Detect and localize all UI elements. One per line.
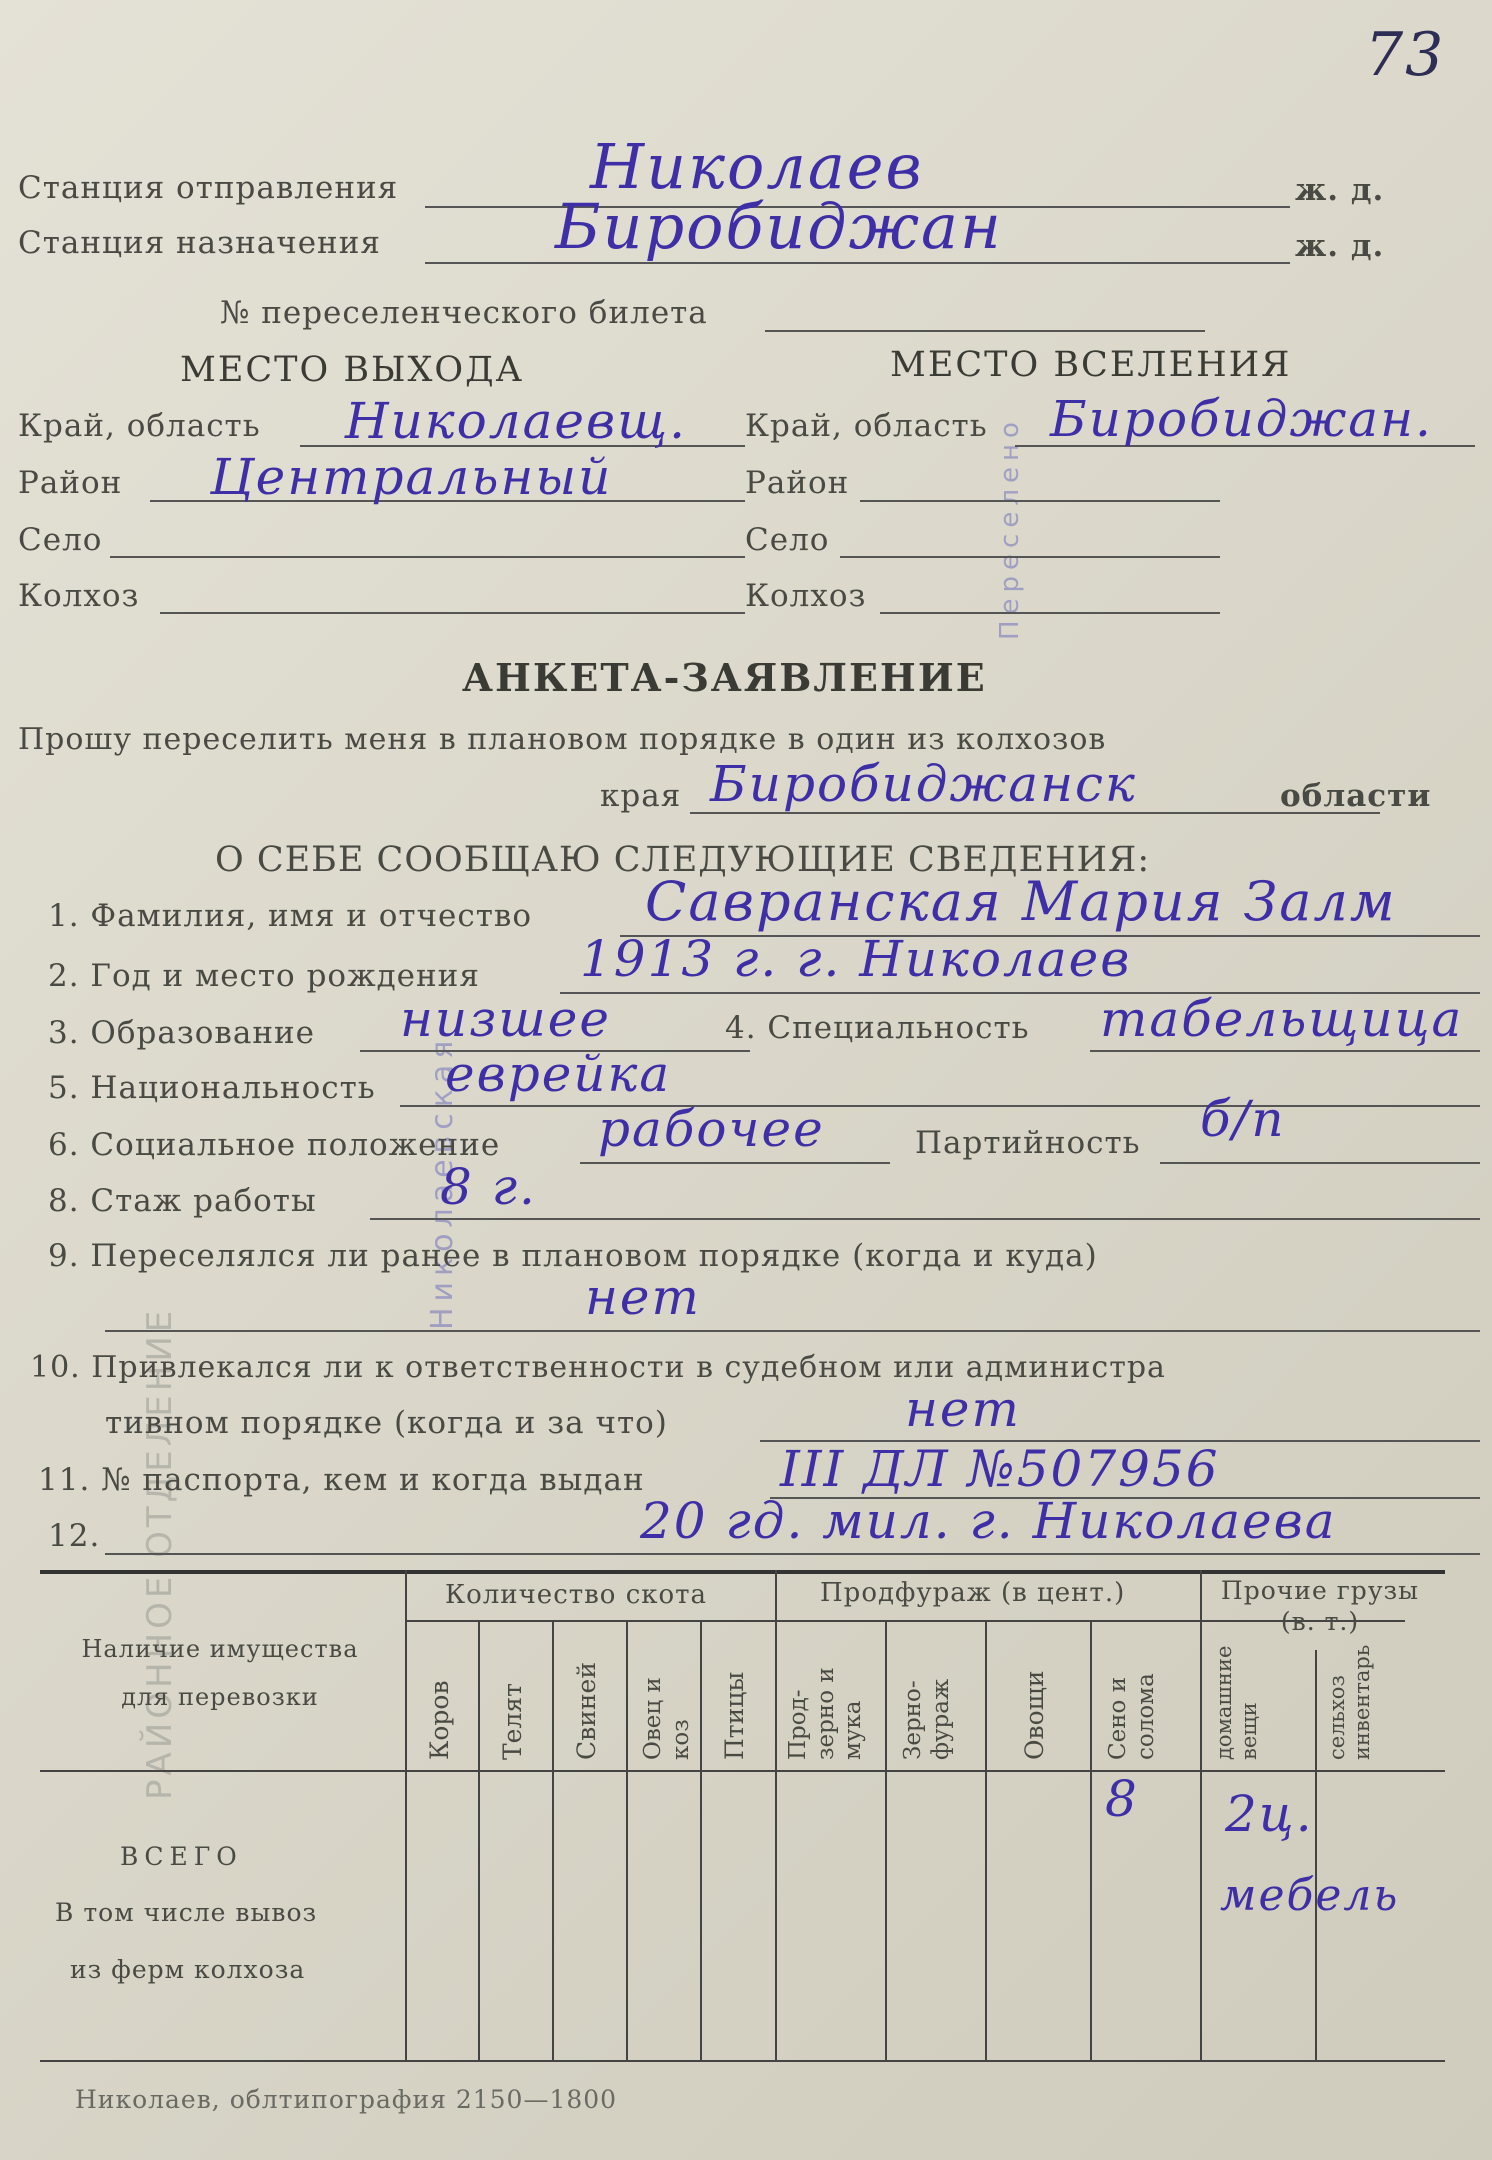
field-3-label: 3. Образование xyxy=(48,1015,316,1051)
origin-region-label: Край, область xyxy=(18,408,261,444)
field-11-value: III ДЛ №507956 xyxy=(780,1440,1220,1498)
field-10-value: нет xyxy=(905,1380,1021,1438)
origin-kolkhoz-line xyxy=(160,612,745,614)
col-div-2 xyxy=(478,1620,480,2060)
table-top-border xyxy=(40,1570,1445,1574)
field-7-line xyxy=(1160,1162,1480,1164)
origin-region-value: Николаевщ. xyxy=(345,392,688,450)
col-header-poultry: Птицы xyxy=(720,1671,749,1760)
col-div-10 xyxy=(1200,1570,1202,2060)
destination-suffix: ж. д. xyxy=(1295,228,1385,264)
field-10-label-1: 10. Привлекался ли к ответственности в судебном или администра xyxy=(30,1350,1166,1385)
feed-header: Продфураж (в цент.) xyxy=(820,1578,1126,1608)
col-div-11 xyxy=(1315,1650,1317,2060)
col-div-1 xyxy=(405,1570,407,2060)
field-9-line xyxy=(105,1330,1480,1332)
col-div-3 xyxy=(552,1620,554,2060)
field-6-label: 6. Социальное положение xyxy=(48,1127,501,1163)
field-9-label: 9. Переселялся ли ранее в плановом порядке (когда и куда) xyxy=(48,1238,1098,1274)
col-header-fodder: Зерно-фураж xyxy=(900,1678,954,1760)
dest-village-line xyxy=(840,556,1220,558)
field-5-value: еврейка xyxy=(445,1045,672,1103)
field-8-line xyxy=(370,1218,1480,1220)
col-div-9 xyxy=(1090,1620,1092,2060)
field-3-value: низшее xyxy=(400,990,611,1048)
row-total-label: ВСЕГО xyxy=(120,1842,243,1871)
col-header-hay: Сено и солома xyxy=(1105,1673,1159,1760)
field-12-line xyxy=(105,1553,1480,1555)
dest-district-label: Район xyxy=(745,465,850,501)
vertical-stamp-left: Николаевская xyxy=(425,1034,460,1330)
field-8-label: 8. Стаж работы xyxy=(48,1183,317,1219)
field-7-label: Партийность xyxy=(915,1125,1141,1161)
property-label: Наличие имущества для перевозки xyxy=(81,1635,359,1711)
dest-region-value: Биробиджан. xyxy=(1050,390,1433,448)
departure-suffix: ж. д. xyxy=(1295,172,1385,208)
field-4-label: 4. Специальность xyxy=(725,1010,1030,1046)
col-div-4 xyxy=(626,1620,628,2060)
row-sub-label-1: В том числе вывоз xyxy=(55,1898,318,1927)
household-value-1: 2ц. xyxy=(1225,1785,1314,1843)
origin-district-label: Район xyxy=(18,465,123,501)
col-div-8 xyxy=(985,1620,987,2060)
dest-kolkhoz-label: Колхоз xyxy=(745,578,867,614)
request-line-2-value: Биробиджанск xyxy=(710,755,1137,813)
origin-village-label: Село xyxy=(18,522,103,558)
col-header-calves: Телят xyxy=(498,1683,527,1760)
col-header-vegetables: Овощи xyxy=(1020,1670,1049,1760)
origin-district-value: Центральный xyxy=(210,448,613,506)
request-line-2-prefix: края xyxy=(600,778,682,814)
table-header-bottom xyxy=(40,1770,1445,1772)
vertical-stamp-right: Переселено xyxy=(995,416,1025,640)
field-2-value: 1913 г. г. Николаев xyxy=(580,930,1132,988)
page-number: 73 xyxy=(1365,20,1446,90)
col-div-7 xyxy=(885,1620,887,2060)
hay-value: 8 xyxy=(1105,1770,1139,1828)
dest-village-label: Село xyxy=(745,522,830,558)
field-5-label: 5. Национальность xyxy=(48,1070,376,1106)
ticket-label: № переселенческого билета xyxy=(220,295,708,331)
field-4-line xyxy=(1090,1050,1480,1052)
margin-faint-text: РАЙОННОЕ ОТДЕЛЕНИЕ xyxy=(140,1306,180,1800)
field-7-value: б/п xyxy=(1200,1090,1286,1148)
origin-title: МЕСТО ВЫХОДА xyxy=(180,350,525,390)
col-header-sheep: Овец и коз xyxy=(640,1677,694,1760)
dest-district-line xyxy=(860,500,1220,502)
table-bottom-border xyxy=(40,2060,1445,2062)
field-5-line xyxy=(400,1105,1480,1107)
destination-value: Биробиджан xyxy=(555,190,1003,263)
request-line-2-suffix: области xyxy=(1280,778,1432,814)
field-11-label: 11. № паспорта, кем и когда выдан xyxy=(38,1462,645,1498)
field-12-label: 12. xyxy=(48,1518,101,1554)
livestock-header: Количество скота xyxy=(445,1580,708,1610)
row-sub-label-2: из ферм колхоза xyxy=(70,1955,306,1984)
origin-village-line xyxy=(110,556,745,558)
dest-kolkhoz-line xyxy=(880,612,1220,614)
footer-printer: Николаев, облтипография 2150—1800 xyxy=(75,2085,618,2114)
field-9-value: нет xyxy=(585,1268,701,1326)
household-value-2: мебель xyxy=(1220,1870,1400,1921)
field-2-label: 2. Год и место рождения xyxy=(48,958,480,994)
field-1-value: Савранская Мария Залм xyxy=(645,870,1397,933)
other-header: Прочие грузы (в. т.) xyxy=(1220,1576,1420,1637)
request-line-1: Прошу переселить меня в плановом порядке в один из колхозов xyxy=(18,722,1107,757)
col-div-5 xyxy=(700,1620,702,2060)
departure-value: Николаев xyxy=(590,130,924,203)
field-4-value: табельщица xyxy=(1100,990,1464,1048)
about-heading: О СЕБЕ СООБЩАЮ СЛЕДУЮЩИЕ СВЕДЕНИЯ: xyxy=(215,840,1151,880)
field-6-value: рабочее xyxy=(598,1100,825,1158)
destination-title: МЕСТО ВСЕЛЕНИЯ xyxy=(890,345,1292,385)
field-6-line xyxy=(580,1162,890,1164)
form-title: АНКЕТА-ЗАЯВЛЕНИЕ xyxy=(462,655,987,700)
col-header-cows: Коров xyxy=(425,1680,454,1760)
col-div-6 xyxy=(775,1570,777,2060)
ticket-line xyxy=(765,330,1205,332)
field-8-value: 8 г. xyxy=(440,1158,537,1216)
field-10-label-2: тивном порядке (когда и за что) xyxy=(105,1405,668,1441)
col-header-grain: Прод-зерно и мука xyxy=(785,1667,867,1760)
dest-region-label: Край, область xyxy=(745,408,988,444)
departure-label: Станция отправления xyxy=(18,170,399,206)
destination-label: Станция назначения xyxy=(18,225,381,261)
field-1-label: 1. Фамилия, имя и отчество xyxy=(48,898,533,934)
origin-kolkhoz-label: Колхоз xyxy=(18,578,140,614)
col-header-pigs: Свиней xyxy=(572,1662,601,1760)
col-header-household: домашние вещи xyxy=(1212,1645,1262,1760)
field-12-value: 20 гд. мил. г. Николаева xyxy=(640,1492,1337,1550)
col-header-inventory: сельхоз инвентарь xyxy=(1325,1644,1375,1760)
